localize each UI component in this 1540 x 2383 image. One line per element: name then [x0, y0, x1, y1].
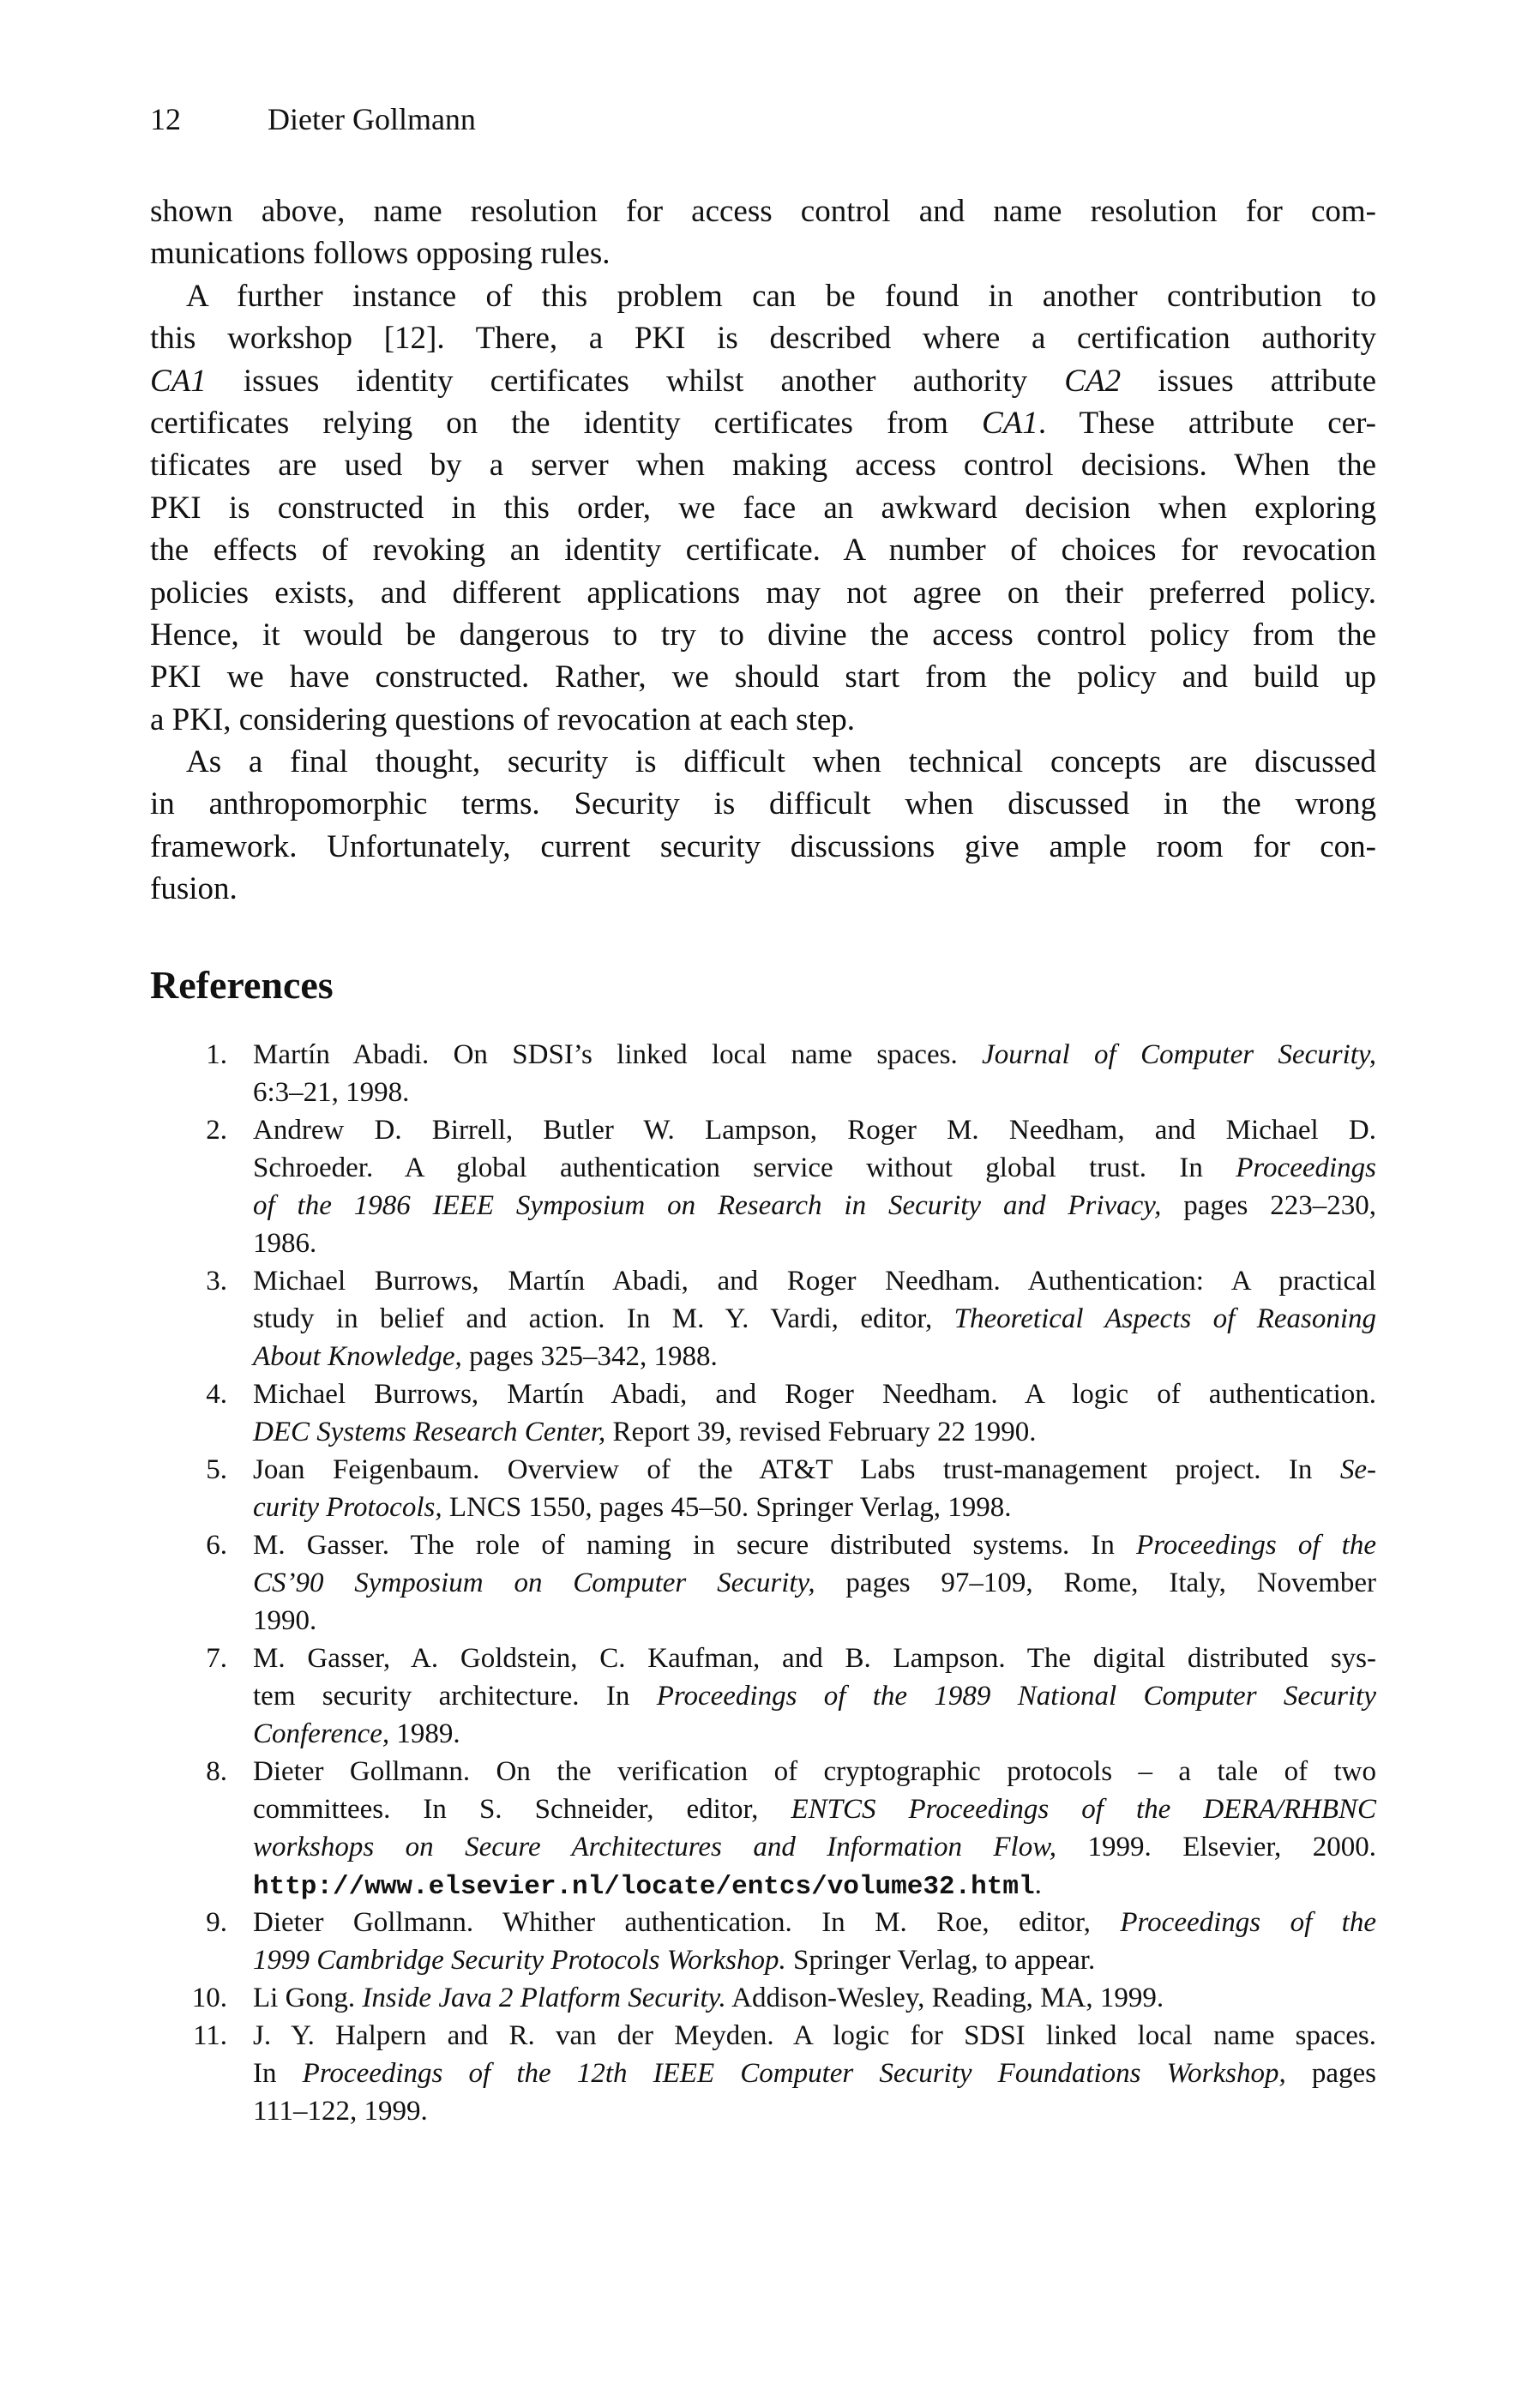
- text-run: pages 223–230,: [1161, 1190, 1377, 1221]
- text-line: [150, 487, 1376, 529]
- text-run: LNCS 1550, pages 45–50. Springer Verlag, 1998.: [442, 1492, 1012, 1523]
- italic-run: workshops on Secure Architectures and Information Flow,: [253, 1832, 1057, 1862]
- running-header: [150, 101, 476, 137]
- text-line: [253, 1564, 1376, 1602]
- italic-run: Se-: [1339, 1454, 1376, 1485]
- text-run: policies exists, and different applications may not agree on their preferred policy.: [150, 575, 1376, 611]
- text-line: [150, 699, 1376, 741]
- running-title: Dieter Gollmann: [268, 102, 476, 136]
- italic-run: Proceedings of the: [1120, 1907, 1377, 1938]
- italic-run: Theoretical Aspects of Reasoning: [953, 1303, 1377, 1334]
- text-run: 1999. Elsevier, 2000.: [1056, 1832, 1376, 1862]
- text-run: In: [253, 2058, 303, 2089]
- text-run: Li Gong.: [253, 1983, 363, 2013]
- text-line: [150, 572, 1376, 614]
- italic-run: CA1: [982, 405, 1038, 441]
- reference-item: [150, 1375, 1376, 1451]
- italic-run: Proceedings of the 1989 National Computer Security: [656, 1681, 1376, 1712]
- reference-item: [150, 1526, 1376, 1640]
- text-line: [253, 1413, 1376, 1451]
- reference-number: 10.: [191, 1983, 227, 2013]
- italic-run: Proceedings of the 12th IEEE Computer Security Foundations Workshop,: [302, 2058, 1286, 2089]
- reference-number: 8.: [206, 1756, 227, 1787]
- italic-run: CA2: [1064, 363, 1122, 399]
- text-run: M. Gasser, A. Goldstein, C. Kaufman, and B. Lampson. The digital distributed sys-: [253, 1643, 1376, 1674]
- reference-item: [150, 1036, 1376, 1111]
- text-run: J. Y. Halpern and R. van der Meyden. A logic for SDSI linked local name spaces.: [253, 2020, 1376, 2051]
- text-line: [253, 1677, 1376, 1715]
- references-heading: References: [150, 963, 334, 1007]
- text-line: [253, 1790, 1376, 1828]
- text-run: Addison-Wesley, Reading, MA, 1999.: [725, 1983, 1164, 2013]
- text-line: [150, 402, 1376, 444]
- text-run: certificates relying on the identity certificates from: [150, 405, 983, 441]
- reference-number: 7.: [206, 1643, 227, 1674]
- text-line: [253, 1149, 1376, 1187]
- reference-number: 6.: [206, 1530, 227, 1561]
- text-run: Martín Abadi. On SDSI’s linked local name spaces.: [253, 1039, 983, 1070]
- reference-item: [150, 1640, 1376, 1753]
- text-line: [150, 741, 1376, 783]
- text-line: [253, 1640, 1376, 1677]
- text-line: [150, 317, 1376, 359]
- text-run: issues attribute: [1121, 363, 1376, 399]
- text-run: 1990.: [253, 1605, 317, 1636]
- text-line: [150, 614, 1376, 656]
- reference-item: [150, 1979, 1376, 2017]
- text-line: [253, 1602, 1376, 1640]
- paragraph: [150, 275, 1376, 741]
- text-run: Dieter Gollmann. On the verification of cryptographic protocols – a tale of two: [253, 1756, 1376, 1787]
- text-line: [253, 1300, 1376, 1338]
- italic-run: Conference,: [253, 1718, 390, 1749]
- text-run: 111–122, 1999.: [253, 2096, 428, 2127]
- text-run: Joan Feigenbaum. Overview of the AT&T Labs trust-management project. In: [253, 1454, 1340, 1485]
- text-run: .: [1034, 1869, 1042, 1900]
- text-line: [253, 1262, 1376, 1300]
- text-line: [253, 1074, 1376, 1111]
- text-line: [253, 2092, 1376, 2130]
- text-line: [150, 783, 1376, 825]
- text-run: munications follows opposing rules.: [150, 236, 611, 272]
- text-run: . These attribute cer-: [1038, 405, 1376, 441]
- text-line: [253, 1866, 1376, 1904]
- text-run: a PKI, considering questions of revocation at each step.: [150, 701, 855, 737]
- reference-number: 11.: [192, 2020, 227, 2051]
- italic-run: 1999 Cambridge Security Protocols Workshop.: [253, 1945, 786, 1976]
- text-run: the effects of revoking an identity certificate. A number of choices for revocation: [150, 533, 1376, 569]
- text-run: committees. In S. Schneider, editor,: [253, 1794, 791, 1825]
- text-run: issues identity certificates whilst another authority: [206, 363, 1065, 399]
- text-run: PKI we have constructed. Rather, we should start from the policy and build up: [150, 659, 1376, 695]
- text-line: [253, 1111, 1376, 1149]
- text-run: 1989.: [389, 1718, 460, 1749]
- text-run: pages 97–109, Rome, Italy, November: [815, 1568, 1377, 1598]
- text-run: Hence, it would be dangerous to try to divine the access control policy from the: [150, 617, 1376, 653]
- reference-item: [150, 1753, 1376, 1904]
- text-line: [253, 1036, 1376, 1074]
- italic-run: Journal of Computer Security,: [982, 1039, 1376, 1070]
- reference-item: [150, 1111, 1376, 1262]
- italic-run: Inside Java 2 Platform Security.: [362, 1983, 726, 2013]
- text-run: tificates are used by a server when making access control decisions. When the: [150, 448, 1376, 484]
- italic-run: About Knowledge,: [253, 1341, 462, 1372]
- text-run: framework. Unfortunately, current security discussions give ample room for con-: [150, 828, 1376, 864]
- text-run: Andrew D. Birrell, Butler W. Lampson, Roger M. Needham, and Michael D.: [253, 1115, 1376, 1146]
- text-run: As a final thought, security is difficult when technical concepts are discussed: [186, 744, 1376, 780]
- text-line: [253, 2055, 1376, 2092]
- italic-run: CS’90 Symposium on Computer Security,: [253, 1568, 815, 1598]
- text-run: tem security architecture. In: [253, 1681, 657, 1712]
- reference-number: 2.: [206, 1115, 227, 1146]
- italic-run: of the 1986 IEEE Symposium on Research in Security and Privacy,: [253, 1190, 1162, 1221]
- italic-run: Proceedings of the: [1136, 1530, 1376, 1561]
- text-line: [253, 1941, 1376, 1979]
- text-run: 6:3–21, 1998.: [253, 1077, 410, 1108]
- italic-run: CA1: [150, 363, 207, 399]
- text-run: Michael Burrows, Martín Abadi, and Roger Needham. Authentication: A practical: [253, 1266, 1376, 1297]
- text-line: [253, 1375, 1376, 1413]
- text-line: [253, 1451, 1376, 1489]
- text-line: [150, 656, 1376, 698]
- text-run: pages 325–342, 1988.: [461, 1341, 718, 1372]
- paragraph: [150, 190, 1376, 275]
- page-number: 12: [150, 102, 181, 136]
- text-run: Schroeder. A global authentication service without global trust. In: [253, 1152, 1236, 1183]
- text-line: [150, 826, 1376, 868]
- text-line: [150, 275, 1376, 317]
- text-run: PKI is constructed in this order, we face an awkward decision when exploring: [150, 490, 1376, 526]
- text-line: [150, 190, 1376, 232]
- reference-item: [150, 1262, 1376, 1375]
- text-line: [253, 1187, 1376, 1225]
- text-line: [150, 868, 1376, 910]
- text-run: A further instance of this problem can be found in another contribution to: [186, 278, 1376, 314]
- reference-list: [150, 1036, 1376, 2130]
- reference-number: 4.: [206, 1379, 227, 1410]
- text-line: [150, 360, 1376, 402]
- text-run: pages: [1285, 2058, 1377, 2089]
- text-line: [150, 444, 1376, 486]
- italic-run: ENTCS Proceedings of the DERA/RHBNC: [791, 1794, 1376, 1825]
- text-line: [253, 1753, 1376, 1790]
- paragraph: [150, 741, 1376, 911]
- italic-run: Proceedings: [1236, 1152, 1376, 1183]
- text-run: 1986.: [253, 1228, 317, 1259]
- italic-run: DEC Systems Research Center,: [253, 1417, 606, 1447]
- italic-run: curity Protocols,: [253, 1492, 442, 1523]
- text-line: [253, 1828, 1376, 1866]
- text-run: in anthropomorphic terms. Security is difficult when discussed in the wrong: [150, 786, 1376, 822]
- text-line: [253, 1904, 1376, 1941]
- text-run: shown above, name resolution for access control and name resolution for com-: [150, 194, 1376, 229]
- text-line: [253, 1338, 1376, 1375]
- text-run: M. Gasser. The role of naming in secure distributed systems. In: [253, 1530, 1137, 1561]
- text-run: Michael Burrows, Martín Abadi, and Roger Needham. A logic of authentication.: [253, 1379, 1376, 1410]
- text-line: [150, 232, 1376, 274]
- url-link[interactable]: http://www.elsevier.nl/locate/entcs/volume32.html: [253, 1872, 1035, 1902]
- reference-item: [150, 1451, 1376, 1526]
- text-run: Springer Verlag, to appear.: [785, 1945, 1096, 1976]
- reference-item: [150, 2017, 1376, 2130]
- text-run: this workshop [12]. There, a PKI is described where a certification authority: [150, 321, 1376, 357]
- text-line: [150, 529, 1376, 571]
- reference-number: 1.: [206, 1039, 227, 1070]
- reference-number: 9.: [206, 1907, 227, 1938]
- text-run: Report 39, revised February 22 1990.: [605, 1417, 1037, 1447]
- text-line: [253, 1526, 1376, 1564]
- reference-number: 5.: [206, 1454, 227, 1485]
- text-run: study in belief and action. In M. Y. Vardi, editor,: [253, 1303, 954, 1334]
- text-line: [253, 1489, 1376, 1526]
- text-line: [253, 1715, 1376, 1753]
- reference-number: 3.: [206, 1266, 227, 1297]
- body-text: [150, 190, 1376, 911]
- text-run: fusion.: [150, 871, 238, 907]
- text-line: [253, 1979, 1376, 2017]
- text-line: [253, 1225, 1376, 1262]
- text-line: [253, 2017, 1376, 2055]
- text-run: Dieter Gollmann. Whither authentication. In M. Roe, editor,: [253, 1907, 1121, 1938]
- reference-item: [150, 1904, 1376, 1979]
